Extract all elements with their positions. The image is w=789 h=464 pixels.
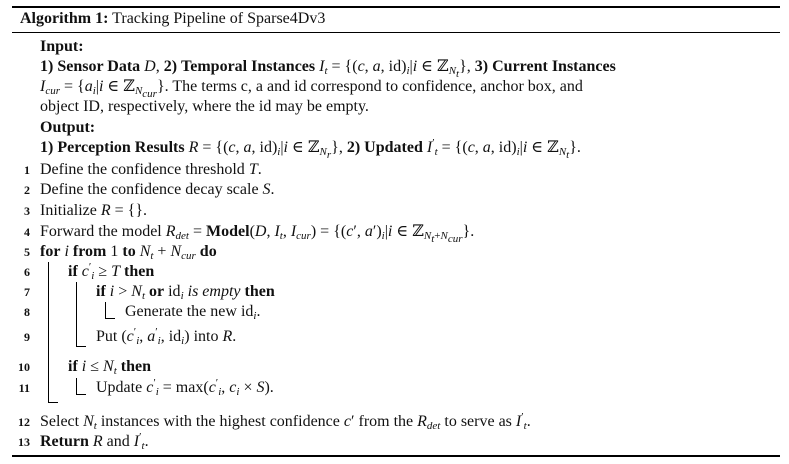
step-2: Define the confidence decay scale S. [40, 181, 275, 198]
step-num: 12 [18, 415, 30, 429]
step-num: 4 [24, 225, 30, 239]
step-num: 2 [24, 183, 30, 197]
output-heading: Output: [40, 119, 96, 136]
current-instances-label: Current Instances [492, 58, 616, 75]
step-9: Put ($c'_i$, $a'_i$, $id_i$) into R. [96, 326, 237, 347]
sensor-data-label: Sensor Data [57, 58, 141, 75]
input-line-1: 1) Sensor Data D, 2) Temporal Instances $I_t = \{(c$, a, $id)_i|i$ ∈ ℤ$_{N_t}$}, 3) Current Instances [40, 58, 616, 80]
input-heading: Input: [40, 38, 84, 55]
updated-label: Updated [364, 139, 423, 156]
step-4: Forward the model $R_{det}$ = Model(D, $I_t$, $I_{cur}) = \{(c'$, $a')_i|i$ ∈ ℤ$_{N_t+N_{cur}}$}. [40, 223, 475, 245]
input-line-2: $I_{cur} = \{a_i|i$ ∈ ℤ$_{N_{cur}}$}. The terms c, a and id correspond to confidence, anchor box, and [40, 78, 583, 100]
step-11: Update $c'_i = \max(c'_i$, $c_i \times S$). [96, 377, 274, 398]
step-num: 3 [24, 204, 30, 218]
step-num: 6 [24, 265, 30, 279]
if-update-end [76, 394, 86, 395]
algorithm-title-row [20, 9, 325, 29]
step-num: 5 [24, 245, 30, 259]
current-instances-math: $I_{cur} = \{a_i|i$ ∈ ℤ$_{N_{cur}}$} [40, 78, 165, 100]
updated-math: $I'_t = \{(c$, a, $id)_i|i$ ∈ ℤ$_{N_t}$} [426, 137, 577, 161]
input-line-3: object ID, respectively, where the id may be empty. [40, 98, 369, 115]
step-num: 10 [18, 360, 30, 374]
perception-results-label: Perception Results [57, 139, 185, 156]
for-block-bar [48, 262, 49, 402]
algorithm-label: Algorithm 1: [20, 10, 109, 27]
if-new-id-bar [105, 302, 106, 318]
temporal-instances-label: Temporal Instances [181, 58, 316, 75]
for-block-end [48, 402, 58, 403]
step-6: if $c'_i \ge T$ then [68, 261, 155, 282]
perception-results-math: R = {(c, a, $id)_i|i$ ∈ ℤ$_{N_r}$} [188, 139, 339, 161]
step-13: Return R and $I'_t$. [40, 431, 149, 452]
title-rule [12, 32, 780, 33]
if-update-bar [76, 378, 77, 394]
step-10: if $i \le N_t$ then [68, 358, 151, 377]
step-5: for i from 1 to $N_t + N_{cur}$ do [40, 243, 217, 262]
step-7: if $i > N_t$ or $id_i$ is empty then [96, 283, 275, 302]
step-8: Generate the new $id_i$. [125, 303, 261, 322]
step-num: 11 [18, 381, 30, 395]
step-num: 13 [18, 435, 30, 449]
if-threshold-bar [76, 282, 77, 346]
step-3: Initialize R = {}. [40, 202, 148, 219]
if-threshold-end [76, 346, 86, 347]
step-12: Select $N_t$ instances with the highest confidence c′ from the $R_{det}$ to serve as $I'_t$. [40, 411, 531, 432]
bottom-rule [12, 455, 780, 457]
temporal-instances-math: $I_t = \{(c$, a, $id)_i|i$ ∈ ℤ$_{N_t}$} [319, 58, 467, 80]
step-num: 9 [24, 330, 30, 344]
if-new-id-end [105, 318, 115, 319]
step-1: Define the confidence threshold T. [40, 161, 262, 178]
step-num: 8 [24, 305, 30, 319]
output-line-1: 1) Perception Results R = {(c, a, $id)_i|i$ ∈ ℤ$_{N_r}$}, 2) Updated $I'_t = \{(c$, a, $id)_i|i$ ∈ ℤ$_{N_t}$}. [40, 137, 581, 161]
step-num: 1 [24, 163, 30, 177]
step-num: 7 [24, 285, 30, 299]
top-rule [12, 6, 780, 8]
algorithm-title: Tracking Pipeline of Sparse4Dv3 [112, 10, 326, 27]
